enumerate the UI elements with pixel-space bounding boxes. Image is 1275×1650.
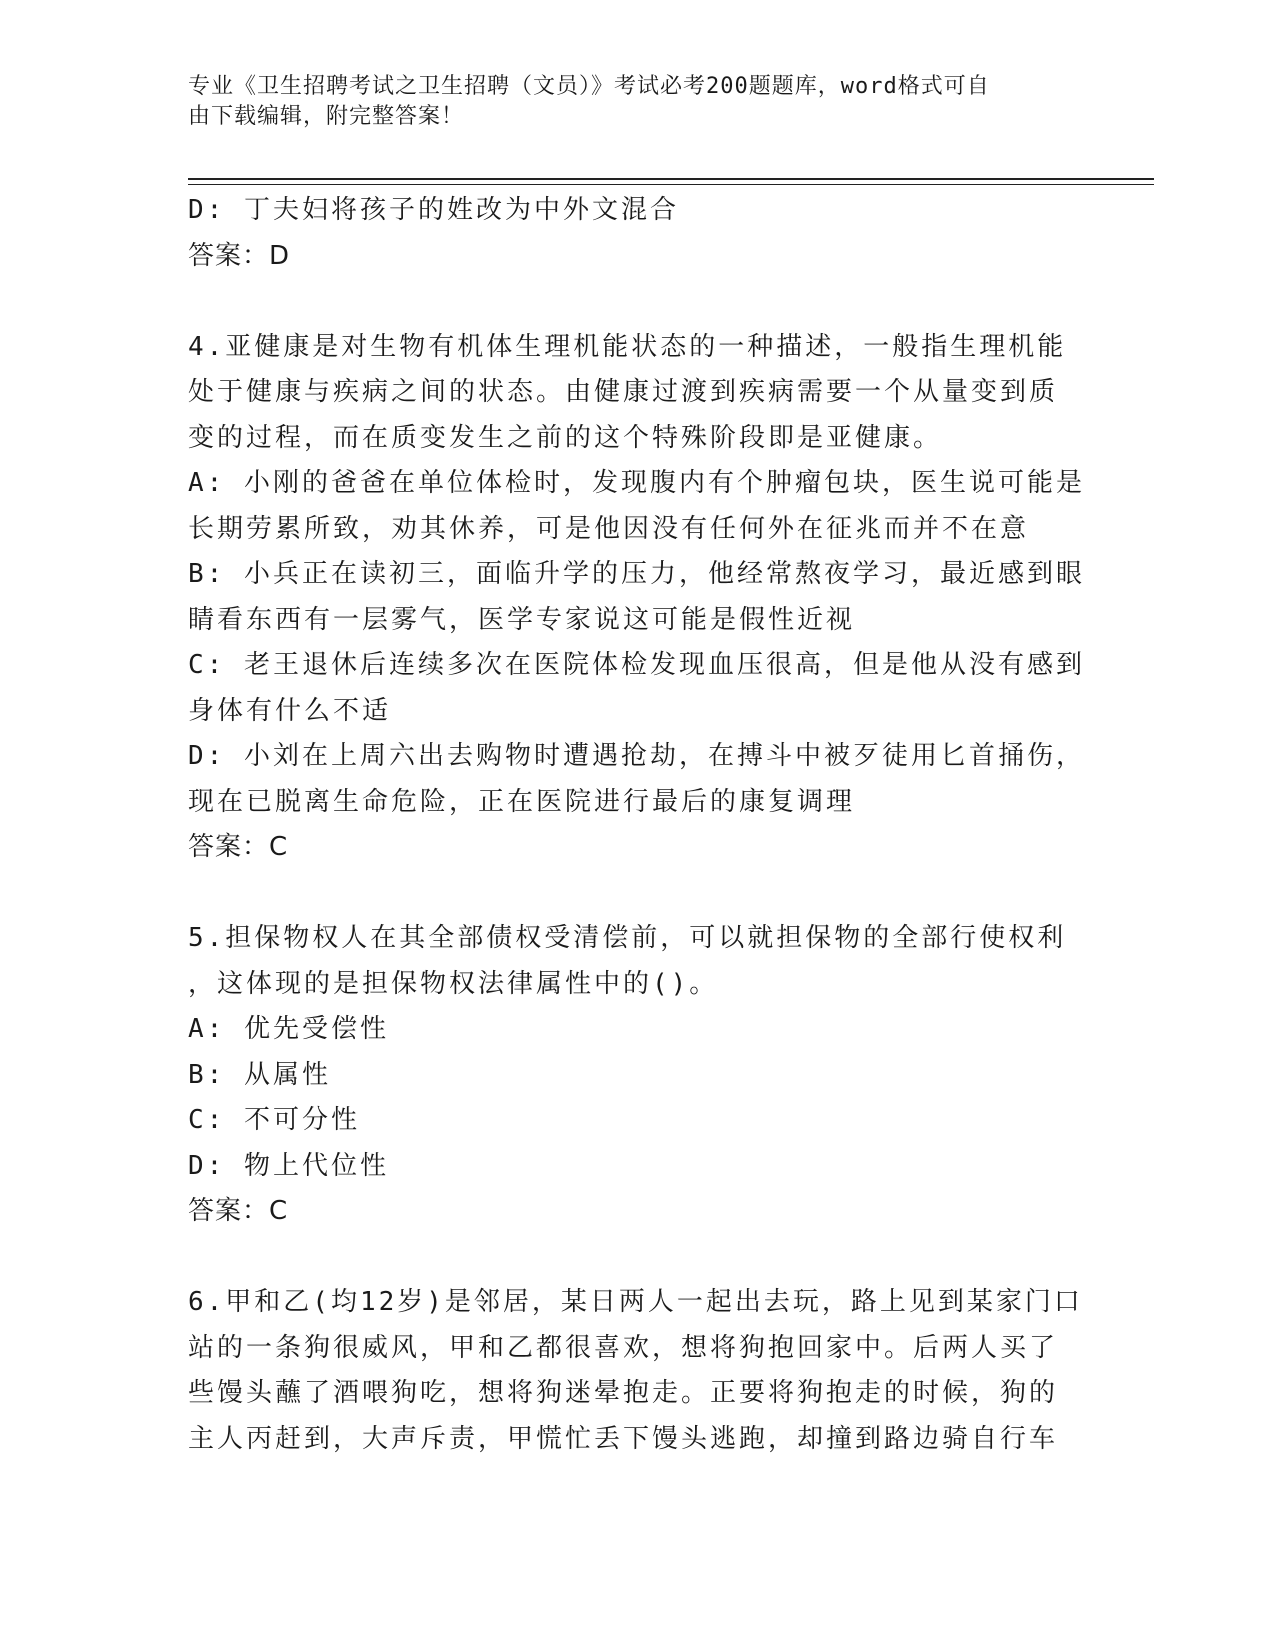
question-stem-line: 些馒头蘸了酒喂狗吃，想将狗迷晕抱走。正要将狗抱走的时候，狗的 [188,1378,1059,1408]
question-5 [188,916,1088,1235]
option-c: C: 老王退休后连续多次在医院体检发现血压很高，但是他从没有感到 [188,650,1085,680]
option-c: C: 不可分性 [188,1105,360,1135]
option-c-cont: 身体有什么不适 [188,695,392,726]
option-a-cont: 长期劳累所致，劝其休养，可是他因没有任何外在征兆而并不在意 [188,513,1030,544]
question-stem-line: 处于健康与疾病之间的状态。由健康过渡到疾病需要一个从量变到质 [188,377,1059,407]
option-d: D: 小刘在上周六出去购物时遭遇抢劫，在搏斗中被歹徒用匕首捅伤， [188,741,1085,771]
spacer [188,279,1088,325]
question-3 [188,188,1088,279]
question-6 [188,1280,1088,1462]
option-a: A: 优先受偿性 [188,1014,389,1044]
option-d: D: 物上代位性 [188,1150,389,1181]
question-stem-line: 变的过程，而在质变发生之前的这个特殊阶段即是亚健康。 [188,422,943,453]
spacer [188,1235,1088,1281]
answer-line: 答案：C [188,832,289,862]
option-d: D: 丁夫妇将孩子的姓改为中外文混合 [188,195,679,225]
question-stem-line: 站的一条狗很威风，甲和乙都很喜欢，想将狗抱回家中。后两人买了 [188,1332,1059,1363]
answer-line: 答案：C [188,1196,289,1226]
document-body [188,188,1088,1462]
spacer [188,871,1088,917]
header-line-2: 由下载编辑，附完整答案！ [188,104,465,129]
header-rule-thick [188,178,1154,180]
option-b-cont: 睛看东西有一层雾气，医学专家说这可能是假性近视 [188,604,856,635]
answer-line: 答案：D [188,240,291,271]
question-stem-line: 4.亚健康是对生物有机体生理机能状态的一种描述，一般指生理机能 [188,331,1067,362]
option-d-cont: 现在已脱离生命危险，正在医院进行最后的康复调理 [188,786,856,817]
option-b: B: 小兵正在读初三，面临升学的压力，他经常熬夜学习，最近感到眼 [188,559,1085,589]
option-b: B: 从属性 [188,1059,331,1090]
header-line-1: 专业《卫生招聘考试之卫生招聘（文员）》考试必考200题题库，word格式可自 [188,74,990,99]
question-stem-line: 6.甲和乙(均12岁)是邻居，某日两人一起出去玩，路上见到某家门口 [188,1287,1083,1317]
option-a: A: 小刚的爸爸在单位体检时，发现腹内有个肿瘤包块，医生说可能是 [188,468,1085,498]
question-stem-line: 5.担保物权人在其全部债权受清偿前，可以就担保物的全部行使权利 [188,923,1067,953]
header-rule-thin [188,184,1154,185]
question-stem-line: ，这体现的是担保物权法律属性中的()。 [188,968,719,999]
page-header [188,72,1088,132]
question-stem-line: 主人丙赶到，大声斥责，甲慌忙丢下馒头逃跑，却撞到路边骑自行车 [188,1423,1059,1454]
question-4 [188,325,1088,871]
